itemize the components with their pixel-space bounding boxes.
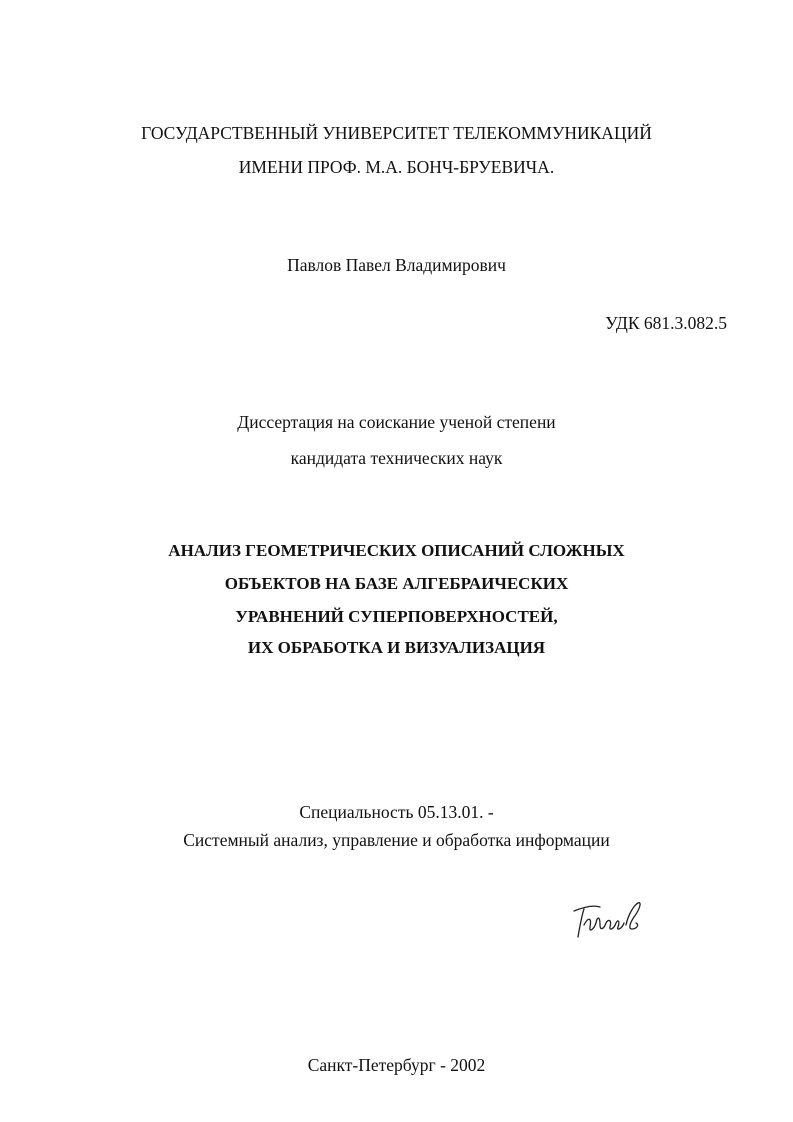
- thesis-title-line-1: АНАЛИЗ ГЕОМЕТРИЧЕСКИХ ОПИСАНИЙ СЛОЖНЫХ: [168, 541, 625, 560]
- specialty-line-1: Специальность 05.13.01. -: [299, 802, 494, 822]
- university-line-2: ИМЕНИ ПРОФ. М.А. БОНЧ-БРУЕВИЧА.: [238, 157, 555, 177]
- udk-code: УДК 681.3.082.5: [605, 313, 727, 333]
- thesis-title-line-3: УРАВНЕНИЙ СУПЕРПОВЕРХНОСТЕЙ,: [235, 607, 558, 626]
- degree-line-1: Диссертация на соискание ученой степени: [237, 412, 556, 432]
- specialty-line-2: Системный анализ, управление и обработка информации: [183, 830, 610, 850]
- signature-image: [570, 895, 650, 945]
- author-name: Павлов Павел Владимирович: [287, 255, 506, 275]
- city-year: Санкт-Петербург - 2002: [307, 1055, 486, 1075]
- degree-line-2: кандидата технических наук: [290, 448, 503, 468]
- thesis-title-line-2: ОБЪЕКТОВ НА БАЗЕ АЛГЕБРАИЧЕСКИХ: [224, 574, 569, 593]
- university-line-1: ГОСУДАРСТВЕННЫЙ УНИВЕРСИТЕТ ТЕЛЕКОММУНИКАЦИЙ: [141, 123, 652, 143]
- thesis-title-line-4: ИХ ОБРАБОТКА И ВИЗУАЛИЗАЦИЯ: [247, 638, 546, 657]
